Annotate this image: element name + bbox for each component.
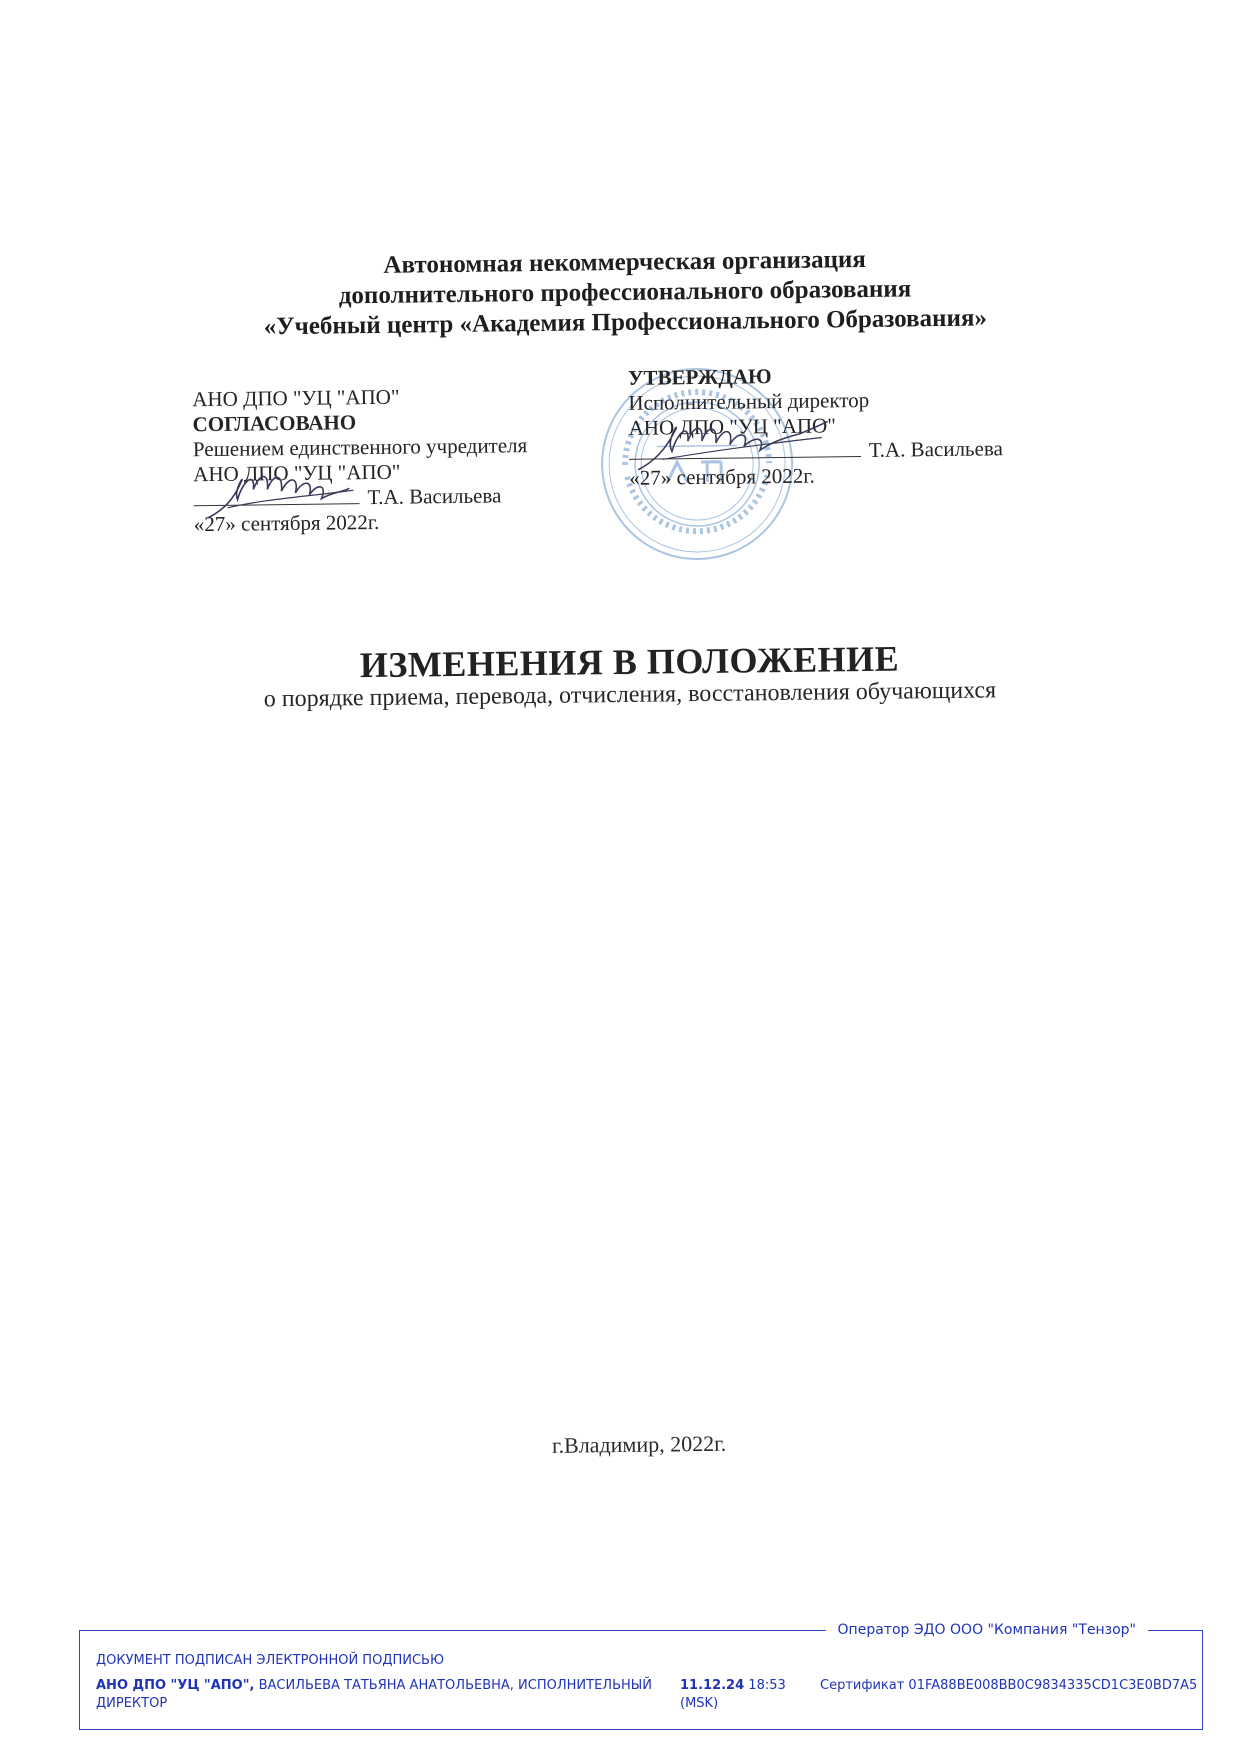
document-title: ИЗМЕНЕНИЯ В ПОЛОЖЕНИЕ (359, 638, 900, 686)
agreed-block (192, 383, 574, 538)
signature-line (629, 438, 861, 460)
agreed-org: АНО ДПО "УЦ "АПО" (192, 384, 400, 412)
signature-datetime (680, 1677, 800, 1713)
signature-date: 11.12.24 (680, 1678, 745, 1693)
edo-operator: Оператор ЭДО ООО "Компания "Тензор" (826, 1619, 1148, 1641)
document-subtitle: о порядке приема, перевода, отчисления, восстановления обучающихся (263, 677, 997, 713)
organization-header (195, 243, 1056, 343)
approved-org: АНО ДПО "УЦ "АПО" (628, 413, 836, 440)
electronic-signature-stamp (79, 1622, 1203, 1730)
header-line-3: «Учебный центр «Академия Профессионального Образования» (263, 304, 988, 341)
agreed-signer: Т.А. Васильева (367, 483, 502, 510)
approved-signer: Т.А. Васильева (868, 436, 1003, 462)
signature-timezone: (MSK) (680, 1696, 719, 1711)
agreed-title: СОГЛАСОВАНО (192, 410, 357, 437)
approved-title: УТВЕРЖДАЮ (627, 364, 772, 390)
signature-line (193, 485, 359, 506)
place-and-date: г.Владимир, 2022г. (551, 1430, 727, 1458)
agreed-org-2: АНО ДПО "УЦ "АПО" (193, 459, 401, 487)
signature-label: ДОКУМЕНТ ПОДПИСАН ЭЛЕКТРОННОЙ ПОДПИСЬЮ (96, 1653, 445, 1668)
signer-org: АНО ДПО "УЦ "АПО", (96, 1678, 255, 1693)
approved-date: «27» сентября 2022г. (629, 463, 815, 490)
signature-time: 18:53 (748, 1678, 786, 1693)
signer-info (96, 1677, 666, 1713)
approved-position: Исполнительный директор (628, 387, 870, 415)
certificate-number: Сертификат 01FA88BE008BB0C9834335CD1C3E0BD7A5 (820, 1678, 1198, 1693)
signer-name: ВАСИЛЬЕВА ТАТЬЯНА АНАТОЛЬЕВНА, ИСПОЛНИТЕЛЬНЫЙ ДИРЕКТОР (96, 1678, 652, 1711)
approved-block (628, 361, 1049, 491)
approved-signature-row (629, 436, 1049, 466)
agreed-basis: Решением единственного учредителя (192, 433, 528, 462)
header-line-2: дополнительного профессионального образования (338, 275, 912, 310)
header-line-1: Автономная некоммерческая организация (383, 245, 867, 279)
agreed-date: «27» сентября 2022г. (193, 509, 380, 537)
